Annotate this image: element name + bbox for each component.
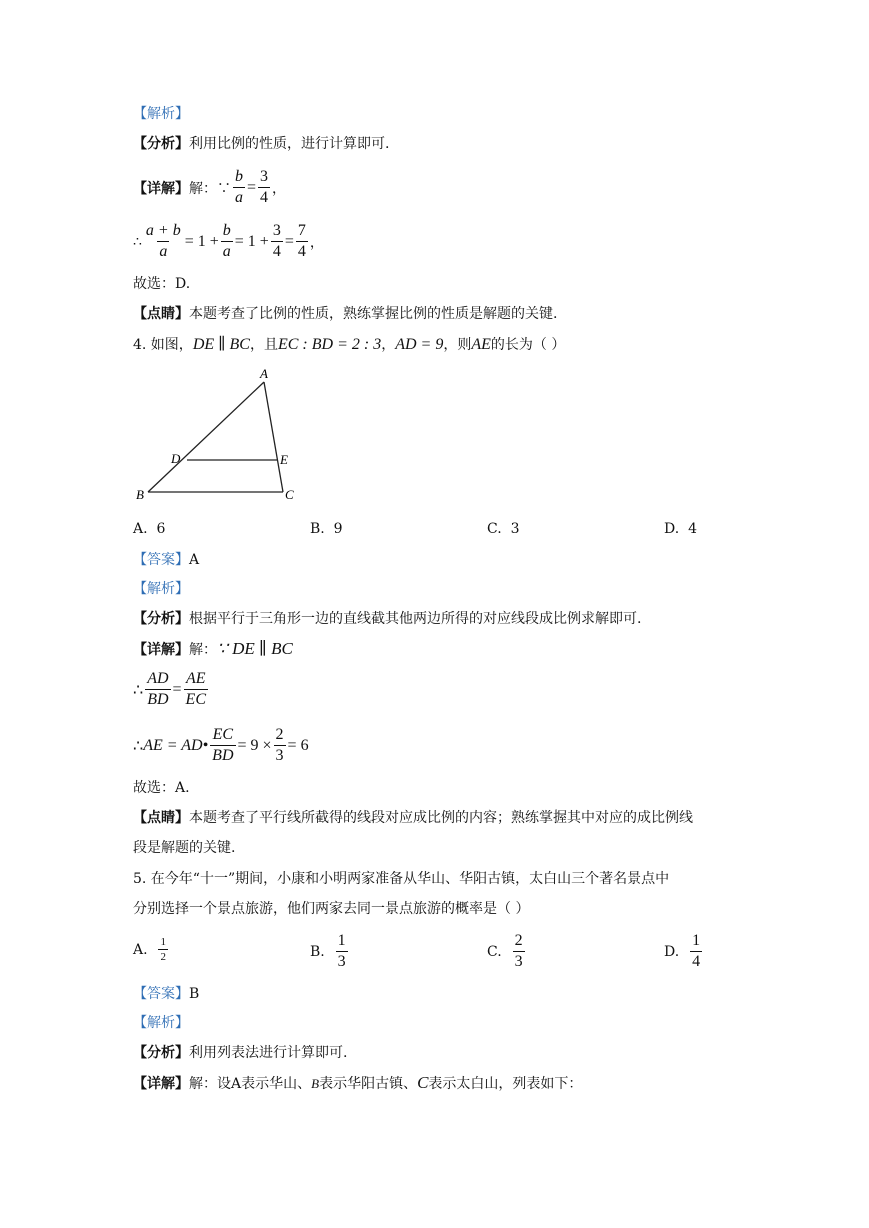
answer-4-line [133, 550, 199, 570]
jiexi-heading-2: 【解析】 [133, 581, 189, 597]
q5-option-d[interactable] [664, 932, 704, 971]
option-label: D. [664, 943, 680, 960]
xiangjie-text-c: 表示华阳古镇、 [319, 1076, 418, 1092]
segment-ab [148, 382, 264, 492]
fraction-ae-over-ec: $\frac{AE}{EC}$ [185, 670, 206, 708]
answer-value: A [189, 552, 200, 568]
option-value: 4 [688, 521, 698, 537]
q5-option-a[interactable] [133, 936, 170, 963]
option-value: 9 [333, 521, 343, 537]
equation-line-2 [133, 222, 324, 261]
xiangjie-prefix: 解： [189, 642, 217, 658]
fenxi-tag: 【分析】 [133, 136, 189, 152]
q4-text-e: 的长为（ ） [490, 337, 566, 353]
xiangjie-line-1 [133, 168, 286, 207]
answer-tag: 【答案】 [133, 986, 189, 1002]
option-fraction: $\frac{1}{3}$ [337, 932, 346, 970]
eq-mid: = 9 × [237, 736, 272, 754]
xiangjie-tag: 【详解】 [133, 642, 189, 658]
fenxi-tag: 【分析】 [133, 1045, 189, 1061]
equation-ae [133, 726, 309, 765]
xiangjie-math-c: C [417, 1073, 429, 1092]
option-label: A. [133, 521, 148, 537]
option-label: D. [664, 521, 680, 537]
fraction-b-over-a: $\frac{b}{a}$ [235, 168, 243, 206]
q4-math-ad: AD = 9 [395, 336, 444, 353]
segment-ac [264, 382, 283, 492]
comma: ， [272, 180, 287, 197]
fenxi-text: 利用比例的性质，进行计算即可. [189, 136, 390, 152]
therefore-sign: ∴ [133, 736, 144, 755]
q4-math-ratio: EC : BD = 2 : 3 [277, 336, 382, 353]
fenxi-text: 根据平行于三角形一边的直线截其他两边所得的对应线段成比例求解即可. [189, 611, 642, 627]
dianjing-tag: 【点睛】 [133, 810, 189, 826]
question-5-line-b: 分别选择一个景点旅游，他们两家去同一景点旅游的概率是（ ） [133, 901, 530, 917]
option-label: B. [310, 943, 325, 960]
fraction-a-plus-b-over-a: $\frac{a + b}{a}$ [145, 222, 181, 260]
eq-part: = 1 + [184, 232, 219, 250]
answer-5-line [133, 984, 199, 1004]
fraction-b-over-a-2: $\frac{b}{a}$ [222, 222, 231, 260]
comma-2: ， [309, 234, 324, 251]
xiangjie-text-e: 表示太白山，列表如下： [428, 1076, 583, 1092]
equals-sign: = [172, 680, 182, 698]
option-label: C. [487, 521, 502, 537]
answer-value: B [189, 986, 200, 1002]
q5-option-c[interactable] [487, 932, 527, 971]
triangle-figure [130, 362, 310, 508]
q4-option-a[interactable] [133, 521, 165, 537]
q4-option-b[interactable] [310, 521, 343, 537]
option-label: A. [133, 941, 148, 958]
fraction-ad-over-bd: $\frac{AD}{BD}$ [147, 670, 169, 708]
fraction-3-over-4: $\frac{3}{4}$ [260, 168, 269, 206]
dianjing-line-2b: 段是解题的关键. [133, 840, 236, 856]
dianjing-line-2a [133, 808, 693, 828]
answer-choice-line: 故选：D. [133, 276, 191, 292]
eq-end: = 6 [287, 736, 309, 754]
point-label-c: C [285, 487, 294, 502]
q4-text-c: ， [381, 337, 396, 353]
fraction-3-over-4-2: $\frac{3}{4}$ [272, 222, 281, 260]
option-value: 3 [510, 521, 520, 537]
point-label-d: D [171, 451, 181, 466]
fenxi-tag: 【分析】 [133, 611, 189, 627]
option-value: 6 [156, 521, 166, 537]
dianjing-line [133, 304, 557, 324]
point-label-e: E [280, 452, 288, 467]
xiangjie-math-b: B [311, 1076, 320, 1091]
fraction-ec-over-bd: $\frac{EC}{BD}$ [212, 726, 234, 764]
fenxi-line-3 [133, 1043, 347, 1063]
therefore-sign: ∴ [133, 233, 142, 250]
equals-sign: = [247, 178, 257, 196]
answer-choice-line-2: 故选：A. [133, 780, 190, 796]
eq-part-2: = 1 + [234, 232, 269, 250]
equation-ratio [133, 670, 210, 709]
question-5-line-a: 5. 在今年“十一”期间，小康和小明两家准备从华山、华阳古镇，太白山三个著名景点中 [133, 871, 670, 887]
xiangjie-line-2 [133, 639, 293, 660]
q4-text-d: ，则 [443, 337, 472, 353]
q5-option-b[interactable] [310, 932, 350, 971]
therefore-sign: ∴ [133, 680, 144, 699]
fenxi-line-2 [133, 609, 641, 629]
xiangjie-text-a: 解：设A表示华山、 [189, 1076, 312, 1092]
jiexi-heading-3: 【解析】 [133, 1015, 189, 1031]
fraction-2-over-3: $\frac{2}{3}$ [275, 726, 284, 764]
q4-math-de-bc: DE ∥ BC [192, 336, 250, 353]
q4-text-b: ，且 [249, 337, 278, 353]
q4-text-a: 4. 如图， [133, 337, 193, 353]
point-label-b: B [136, 487, 144, 502]
xiangjie-math: ∵ DE ∥ BC [217, 639, 293, 658]
eq-part-3: = [284, 232, 294, 250]
fraction-7-over-4: $\frac{7}{4}$ [297, 222, 306, 260]
eq-lhs: AE = AD• [143, 736, 209, 754]
option-fraction: $\frac{2}{3}$ [514, 932, 523, 970]
option-fraction: $\frac{1}{4}$ [692, 932, 701, 970]
xiangjie-prefix: 解：∵ [189, 180, 231, 197]
option-fraction: $\frac{1}{2}$ [160, 936, 166, 963]
dianjing-text: 本题考查了平行线所截得的线段对应成比例的内容；熟练掌握其中对应的成比例线 [189, 810, 693, 826]
fenxi-line [133, 134, 389, 154]
dianjing-text: 本题考查了比例的性质，熟练掌握比例的性质是解题的关键. [189, 306, 558, 322]
answer-tag: 【答案】 [133, 552, 189, 568]
q4-option-d[interactable] [664, 521, 697, 537]
q4-math-ae: AE [471, 336, 491, 353]
fenxi-text: 利用列表法进行计算即可. [189, 1045, 348, 1061]
point-label-a: A [260, 366, 268, 381]
question-4 [133, 335, 565, 355]
q4-option-c[interactable] [487, 521, 520, 537]
jiexi-heading: 【解析】 [133, 106, 189, 122]
option-label: C. [487, 943, 502, 960]
xiangjie-tag: 【详解】 [133, 1076, 189, 1092]
xiangjie-tag: 【详解】 [133, 180, 189, 197]
option-label: B. [310, 521, 325, 537]
xiangjie-line-3 [133, 1073, 582, 1094]
dianjing-tag: 【点睛】 [133, 306, 189, 322]
